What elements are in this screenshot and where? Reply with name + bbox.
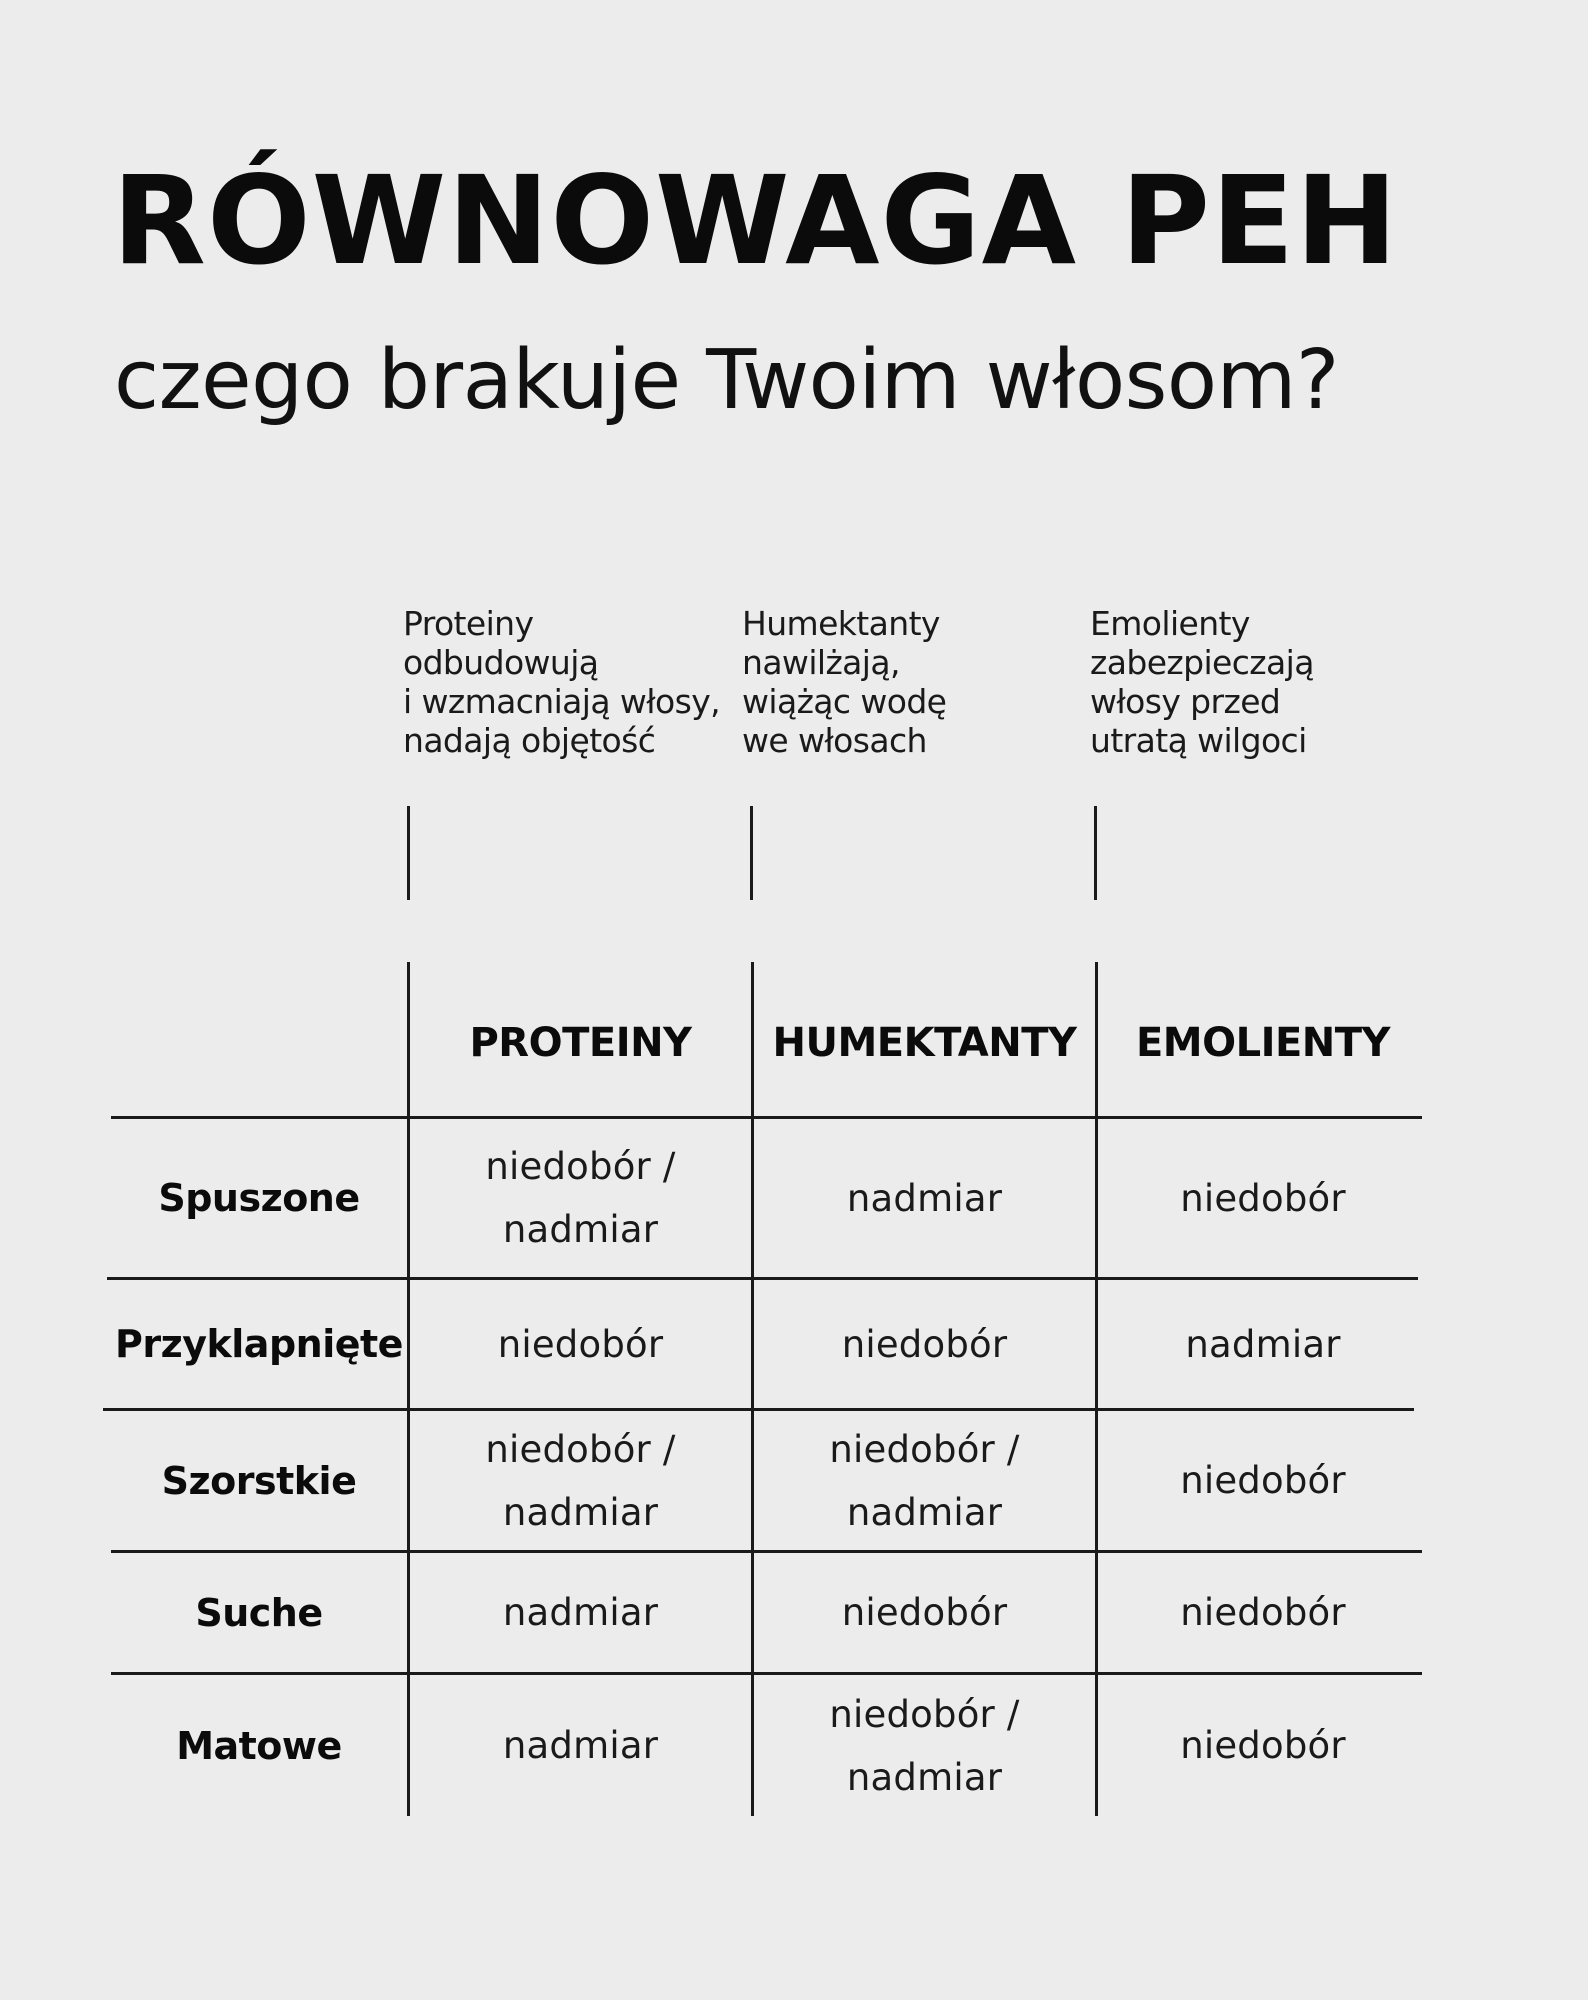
table-cell: niedobór — [497, 1322, 664, 1366]
table-cell: niedobór — [1180, 1176, 1346, 1220]
column-header-proteiny: PROTEINY — [469, 1020, 692, 1066]
table-cell: niedobór — [841, 1591, 1008, 1634]
connector-line-proteiny — [407, 806, 410, 900]
column-header-emolienty: EMOLIENTY — [1135, 1020, 1391, 1066]
row-header-przyklapniete: Przyklapnięte — [115, 1322, 403, 1366]
row-header-szorstkie: Szorstkie — [161, 1458, 357, 1503]
column-header-humektanty: HUMEKTANTY — [772, 1020, 1077, 1066]
row-header-suche: Suche — [195, 1590, 323, 1635]
table-cell: niedobór / nadmiar — [829, 1427, 1020, 1534]
table-cell: niedobór / nadmiar — [829, 1692, 1020, 1799]
table-cell: niedobór / nadmiar — [485, 1145, 676, 1251]
description-humektanty: Humektanty nawilżają, wiążąc wodę we włosach — [742, 604, 947, 760]
table-cell: nadmiar — [1185, 1322, 1341, 1366]
connector-line-humektanty — [750, 806, 753, 900]
table-cell: nadmiar — [846, 1176, 1003, 1220]
page-title: RÓWNOWAGA PEH — [112, 150, 1399, 292]
table-cell: nadmiar — [502, 1724, 659, 1767]
table-cell: nadmiar — [502, 1591, 659, 1634]
table-cell: niedobór — [841, 1322, 1008, 1366]
row-header-spuszone: Spuszone — [158, 1176, 360, 1220]
row-header-matowe: Matowe — [176, 1723, 342, 1768]
table-cell: niedobór / nadmiar — [485, 1427, 676, 1534]
table-cell: niedobór — [1180, 1591, 1346, 1634]
description-proteiny: Proteiny odbudowują i wzmacniają włosy, nadają objętość — [403, 604, 721, 760]
connector-line-emolienty — [1094, 806, 1097, 900]
table-cell: niedobór — [1180, 1724, 1346, 1767]
page-subtitle: czego brakuje Twoim włosom? — [114, 333, 1339, 428]
table-cell: niedobór — [1180, 1459, 1346, 1502]
description-emolienty: Emolienty zabezpieczają włosy przed utratą wilgoci — [1090, 604, 1314, 760]
